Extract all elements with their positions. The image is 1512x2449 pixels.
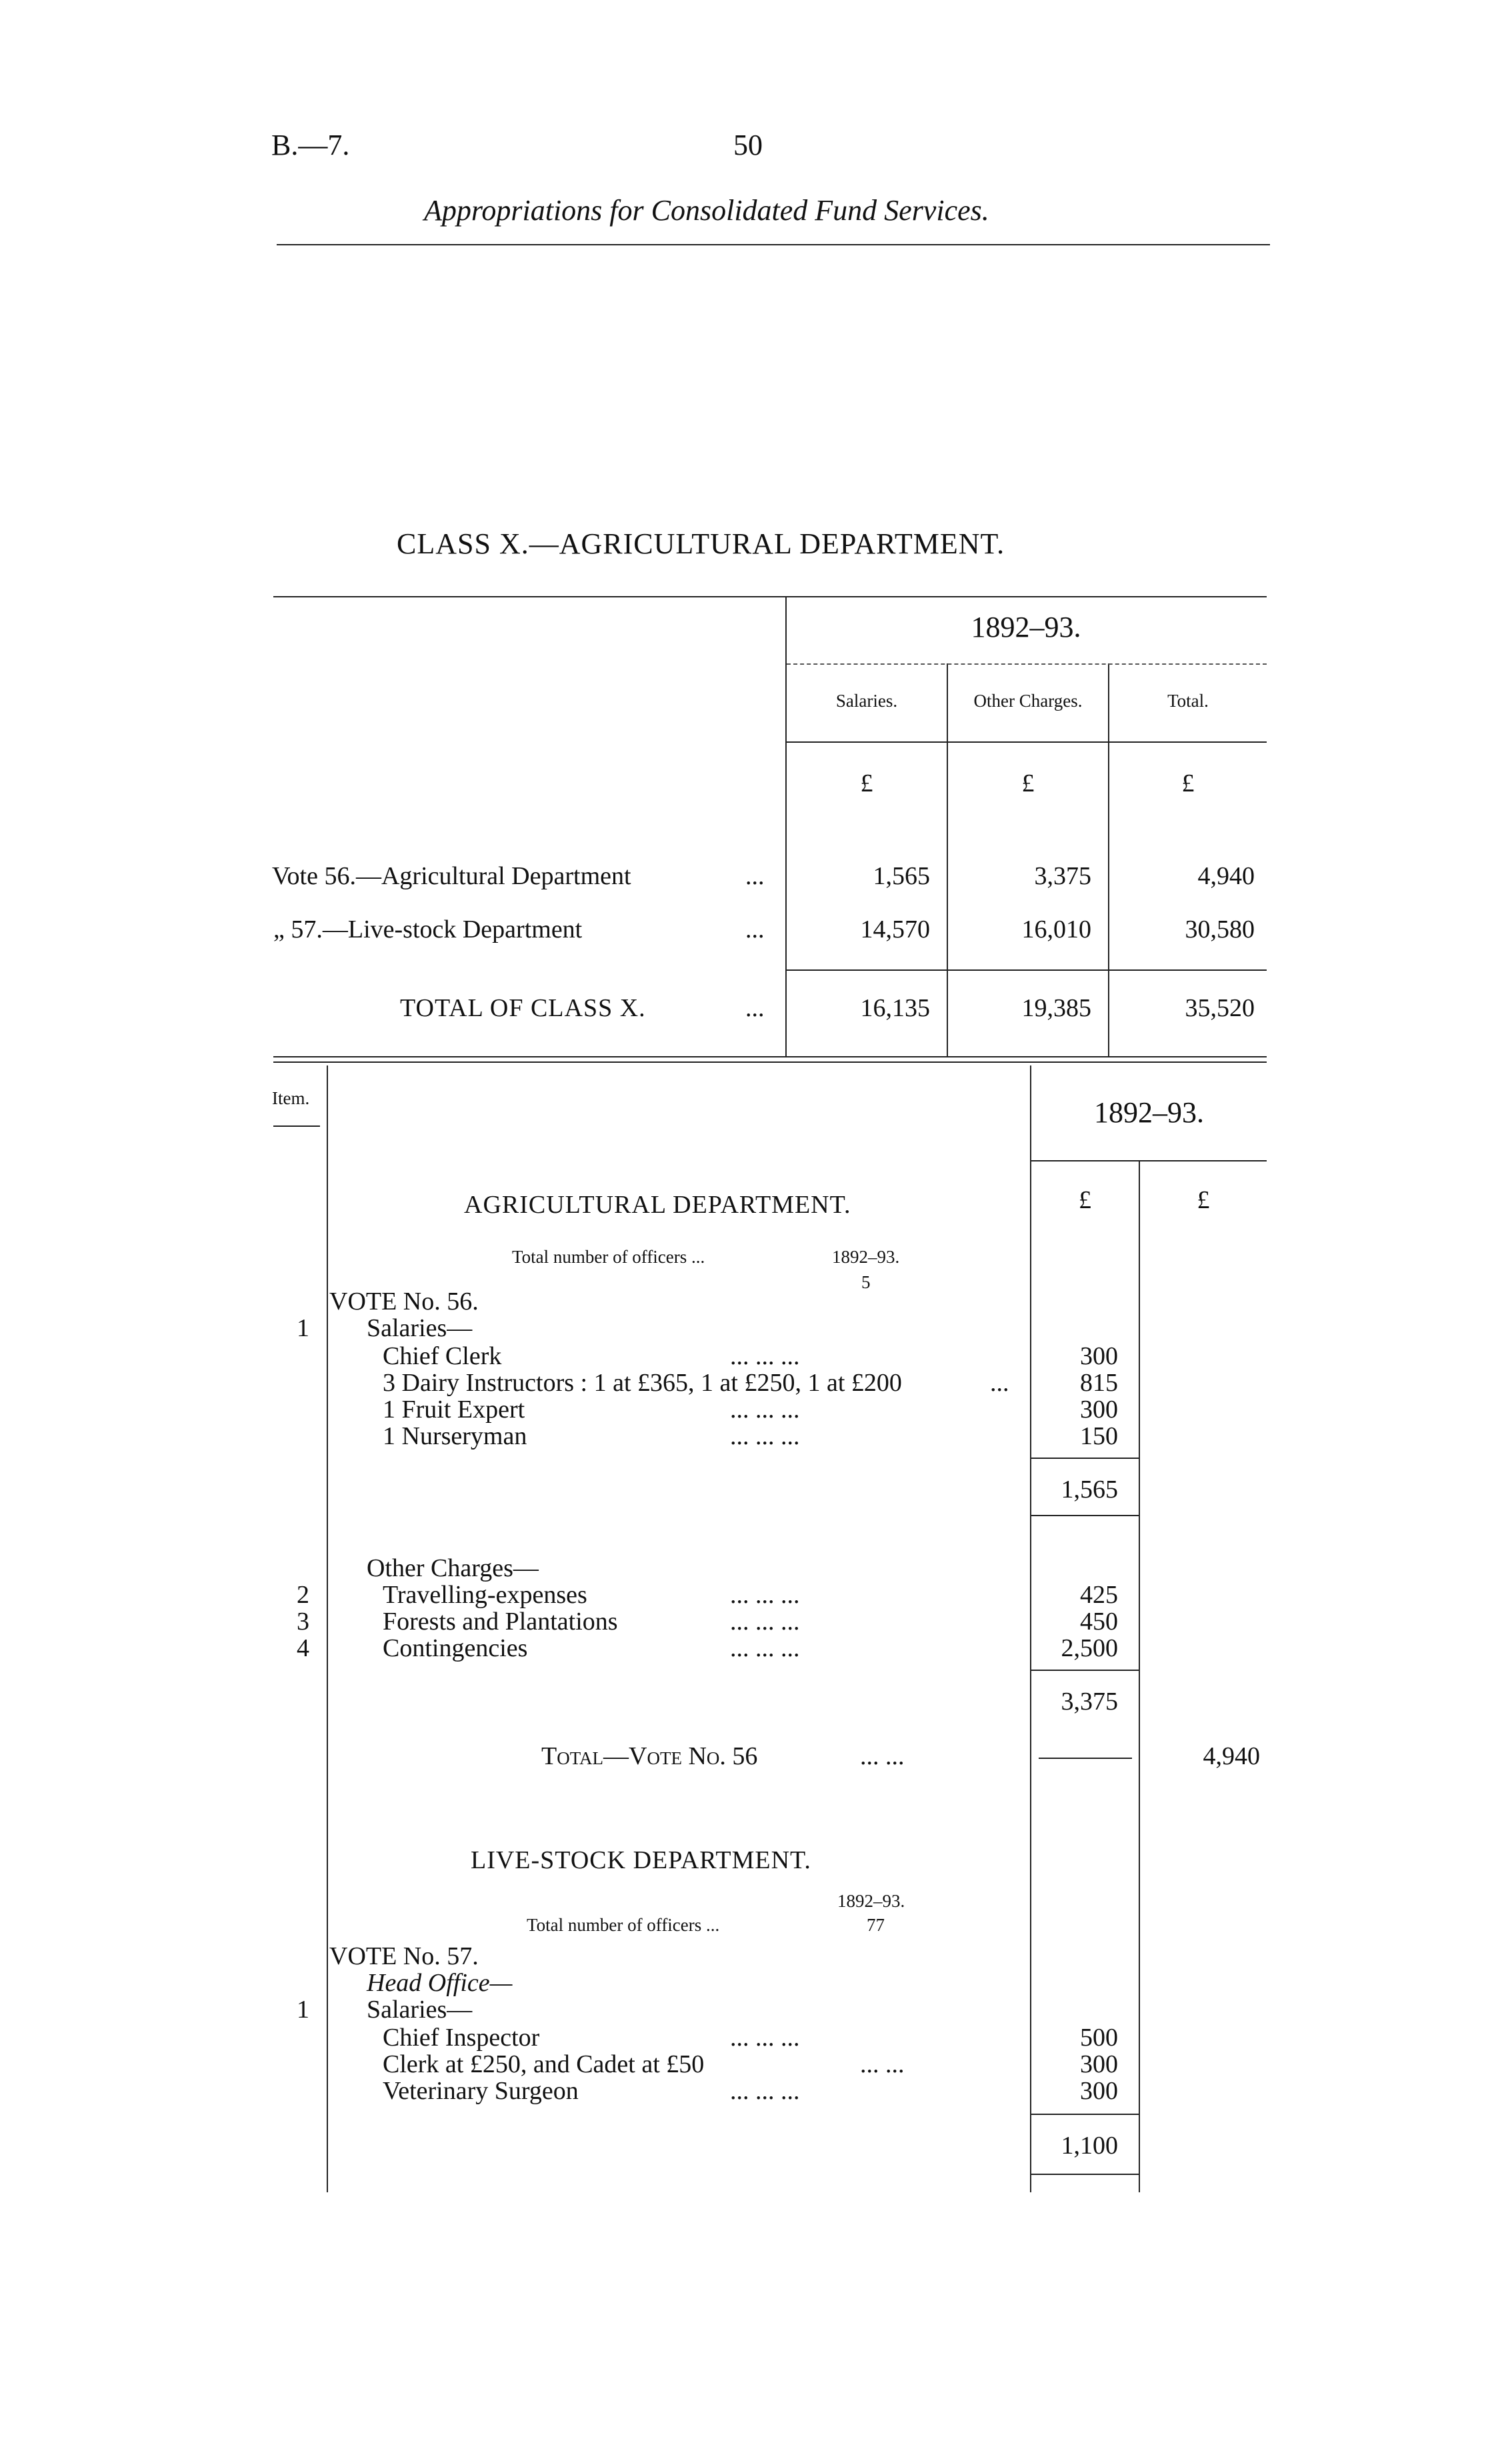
- live-heading: LIVE-STOCK DEPARTMENT.: [471, 1846, 811, 1874]
- agri-total-dots: ... ...: [860, 1742, 905, 1770]
- document-code: B.—7.: [271, 129, 350, 161]
- summary-header-rule: [787, 741, 1267, 743]
- header-rule: [277, 244, 1270, 245]
- currency-total: £: [1181, 769, 1195, 797]
- live-salaries-label: Salaries—: [367, 1996, 473, 2024]
- live-salary-row-amount: 300: [1080, 2050, 1118, 2078]
- agri-item-number: 1: [297, 1314, 309, 1342]
- live-salary-row-amount: 300: [1080, 2077, 1118, 2105]
- agri-other-item: 3: [297, 1608, 309, 1636]
- summary-bottom-rule: [273, 1056, 1267, 1057]
- summary-row-leader: ...: [745, 862, 765, 890]
- agri-other-label: Other Charges—: [367, 1554, 539, 1582]
- summary-total-rule: [787, 969, 1267, 971]
- agri-total-label: Total—Vote No. 56: [541, 1742, 758, 1770]
- agri-salary-row-label: 1 Nurseryman: [383, 1422, 527, 1450]
- agri-other-row-dots: ... ... ...: [730, 1581, 800, 1609]
- agri-other-row-label: Forests and Plantations: [383, 1608, 618, 1636]
- summary-year-rule: [787, 663, 1267, 665]
- live-salary-row-dots: ... ... ...: [730, 2024, 800, 2052]
- class-heading: CLASS X.—AGRICULTURAL DEPARTMENT.: [397, 527, 1005, 560]
- summary-total-salaries: 16,135: [860, 994, 930, 1022]
- agri-other-item: 4: [297, 1634, 309, 1662]
- agri-other-row-dots: ... ... ...: [730, 1634, 800, 1662]
- agri-other-row-dots: ... ... ...: [730, 1608, 800, 1636]
- detail-col2-vline: [1139, 1160, 1140, 2192]
- live-officers-count: 77: [867, 1915, 885, 1935]
- detail-year-rule: [1031, 1160, 1267, 1161]
- agri-officers-year: 1892–93.: [832, 1247, 900, 1267]
- agri-other-item: 2: [297, 1581, 309, 1609]
- summary-row-total: 30,580: [1185, 915, 1255, 943]
- summary-bottom-rule-2: [273, 1061, 1267, 1063]
- live-item-number: 1: [297, 1996, 309, 2024]
- summary-top-rule: [273, 596, 1267, 597]
- live-vote: VOTE No. 57.: [329, 1942, 479, 1970]
- summary-total-label: TOTAL OF CLASS X.: [400, 994, 646, 1022]
- agri-salaries-rule: [1031, 1458, 1139, 1459]
- agri-salary-row-dots: ... ... ...: [730, 1422, 800, 1450]
- summary-row-label: Vote 56.—Agricultural Department: [272, 862, 631, 890]
- summary-total-total: 35,520: [1185, 994, 1255, 1022]
- item-header: Item.: [272, 1088, 310, 1108]
- live-head-office: Head Office—: [367, 1969, 513, 1997]
- live-salaries-rule: [1031, 2114, 1139, 2115]
- summary-total-other: 19,385: [1021, 994, 1091, 1022]
- summary-row-total: 4,940: [1197, 862, 1255, 890]
- live-salary-row-label: Veterinary Surgeon: [383, 2077, 579, 2105]
- agri-salaries-subtotal-rule: [1031, 1515, 1139, 1516]
- agri-officers-count: 5: [861, 1272, 871, 1292]
- summary-row-salaries: 1,565: [873, 862, 930, 890]
- item-header-rule: [273, 1125, 320, 1127]
- agri-salary-row-label: 3 Dairy Instructors : 1 at £365, 1 at £250, 1 at £200: [383, 1369, 902, 1397]
- page-number: 50: [733, 129, 763, 161]
- agri-salary-row-amount: 150: [1080, 1422, 1118, 1450]
- summary-total-leader: ...: [745, 994, 765, 1022]
- agri-salary-row-dots: ... ... ...: [730, 1396, 800, 1424]
- agri-other-row-amount: 425: [1080, 1581, 1118, 1609]
- agri-salary-row-dots: ...: [990, 1369, 1009, 1397]
- live-salary-row-dots: ... ... ...: [730, 2077, 800, 2105]
- agri-officers-label: Total number of officers ...: [512, 1247, 705, 1267]
- agri-other-row-label: Contingencies: [383, 1634, 528, 1662]
- agri-salary-row-amount: 300: [1080, 1396, 1118, 1424]
- live-salary-row-label: Clerk at £250, and Cadet at £50: [383, 2050, 705, 2078]
- agri-heading: AGRICULTURAL DEPARTMENT.: [464, 1191, 851, 1219]
- live-salary-row-dots: ... ...: [860, 2050, 905, 2078]
- detail-currency-2: £: [1197, 1186, 1210, 1214]
- agri-other-row-label: Travelling-expenses: [383, 1581, 587, 1609]
- page-title: Appropriations for Consolidated Fund Services.: [424, 194, 989, 227]
- summary-row-leader: ...: [745, 915, 765, 943]
- col-salaries-header: Salaries.: [835, 691, 898, 711]
- agri-salary-row-dots: ... ... ...: [730, 1342, 800, 1370]
- detail-year: 1892–93.: [1094, 1096, 1204, 1129]
- live-salary-row-label: Chief Inspector: [383, 2024, 540, 2052]
- summary-year: 1892–93.: [971, 611, 1081, 643]
- agri-other-rule: [1031, 1670, 1139, 1671]
- detail-item-vline: [327, 1065, 328, 2192]
- agri-salary-row-amount: 300: [1080, 1342, 1118, 1370]
- agri-salaries-label: Salaries—: [367, 1314, 473, 1342]
- agri-other-row-amount: 2,500: [1061, 1634, 1118, 1662]
- summary-left-vline: [785, 596, 787, 1056]
- agri-other-subtotal: 3,375: [1061, 1688, 1118, 1716]
- live-officers-label: Total number of officers ...: [527, 1915, 720, 1935]
- summary-row-label: „ 57.—Live-stock Department: [273, 915, 583, 943]
- currency-salaries: £: [860, 769, 873, 797]
- live-salary-row-amount: 500: [1080, 2024, 1118, 2052]
- agri-salary-row-amount: 815: [1080, 1369, 1118, 1397]
- live-salaries-subtotal: 1,100: [1061, 2132, 1118, 2160]
- summary-row-other: 16,010: [1021, 915, 1091, 943]
- agri-total-amount: 4,940: [1203, 1742, 1260, 1770]
- currency-other: £: [1021, 769, 1035, 797]
- col-total-header: Total.: [1167, 691, 1209, 711]
- agri-total-rule: [1039, 1758, 1132, 1759]
- summary-row-other: 3,375: [1034, 862, 1091, 890]
- agri-other-row-amount: 450: [1080, 1608, 1118, 1636]
- live-officers-year: 1892–93.: [837, 1891, 905, 1911]
- summary-row-salaries: 14,570: [860, 915, 930, 943]
- live-salaries-subtotal-rule: [1031, 2174, 1139, 2175]
- agri-salaries-subtotal: 1,565: [1061, 1476, 1118, 1504]
- col-other-header: Other Charges.: [973, 691, 1083, 711]
- agri-vote: VOTE No. 56.: [329, 1288, 479, 1316]
- agri-salary-row-label: 1 Fruit Expert: [383, 1396, 525, 1424]
- agri-salary-row-label: Chief Clerk: [383, 1342, 502, 1370]
- detail-currency-1: £: [1079, 1186, 1091, 1214]
